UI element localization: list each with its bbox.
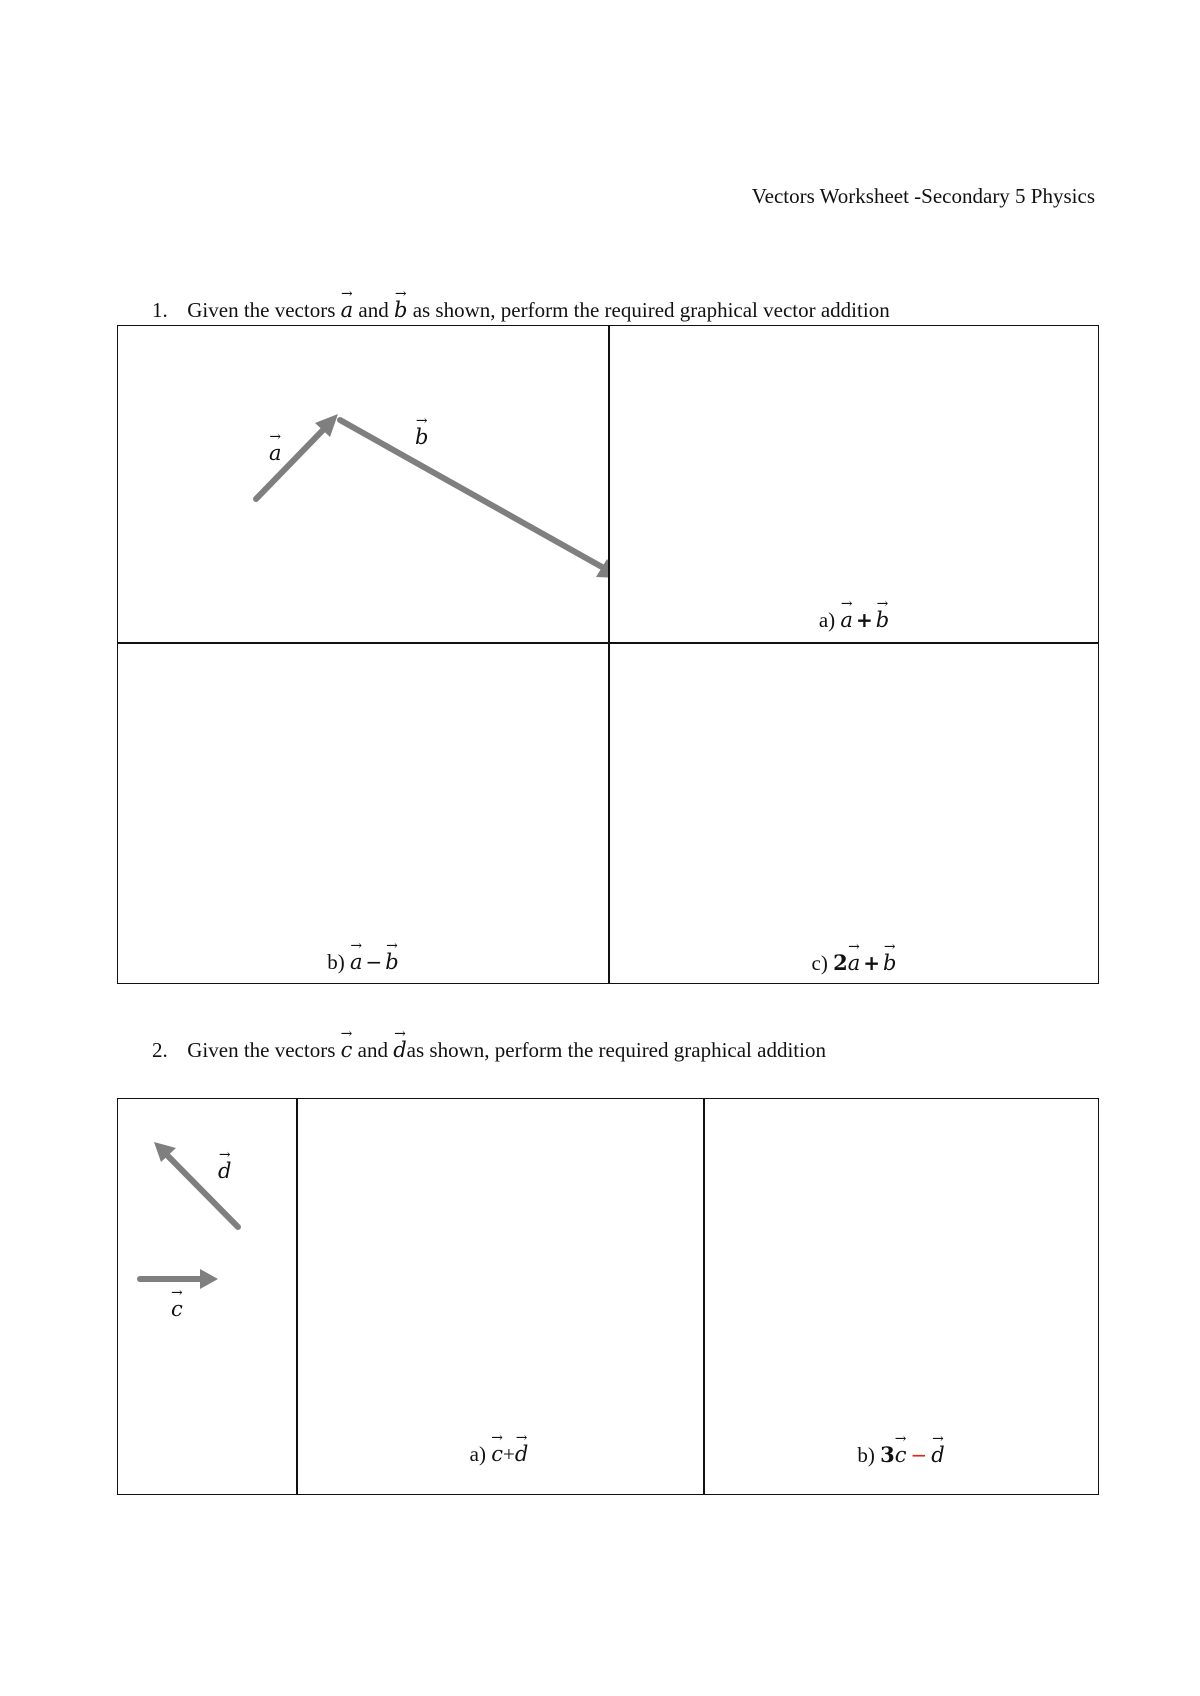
grid-divider-vertical (608, 326, 610, 983)
question-2-grid (117, 1098, 1099, 1495)
question-1-connector: and (358, 298, 389, 322)
plus-operator: + (855, 608, 873, 632)
grid-divider-horizontal (118, 642, 1098, 644)
question-1-grid (117, 325, 1099, 984)
cell-given-vectors-cd (118, 1099, 296, 1496)
expr-vector-c: → c (895, 1445, 907, 1466)
question-1-text-after: as shown, perform the required graphical vector addition (412, 298, 890, 322)
part-b-letter: b) (857, 1443, 875, 1467)
part-a-letter: a) (469, 1442, 487, 1466)
given-vectors-a-b-diagram (118, 326, 608, 642)
question-1 (152, 298, 890, 323)
question-2-number: 2. (152, 1038, 168, 1062)
cell-given-vectors (118, 326, 608, 642)
arrow-b-icon (340, 420, 608, 578)
expr-vector-a: → a (350, 952, 363, 973)
given-vectors-c-d-diagram (118, 1099, 296, 1496)
expr-vector-b: → b (883, 953, 896, 974)
label-vector-b: → b (415, 427, 428, 448)
label-2a-plus-b (812, 950, 897, 976)
coefficient-3: 3 (880, 1442, 895, 1467)
vector-b-symbol: → b (394, 300, 407, 321)
expr-vector-b: → b (876, 610, 889, 631)
minus-operator: − (365, 950, 383, 974)
label-a-minus-b (327, 950, 399, 975)
plus-operator: + (863, 951, 881, 975)
question-2-text-after: as shown, perform the required graphical addition (406, 1038, 826, 1062)
vector-c-symbol: → c (341, 1040, 353, 1061)
expr-vector-b: → b (385, 952, 398, 973)
label-3c-minus-d (857, 1442, 944, 1468)
coefficient-2: 2 (833, 950, 848, 975)
part-c-letter: c) (811, 951, 828, 975)
vector-a-symbol: → a (341, 300, 354, 321)
worksheet-title: Vectors Worksheet -Secondary 5 Physics (751, 184, 1095, 208)
question-1-number: 1. (152, 298, 168, 322)
vector-d-symbol: → d (393, 1040, 406, 1061)
expr-vector-a: → a (848, 953, 861, 974)
expr-vector-d: → d (931, 1445, 944, 1466)
expr-vector-d: → d (515, 1444, 528, 1465)
expr-vector-a: → a (840, 610, 853, 631)
question-2-text-before: Given the vectors (187, 1038, 336, 1062)
label-vector-a: → a (269, 443, 282, 464)
part-a-letter: a) (818, 608, 836, 632)
expr-vector-c: → c (491, 1444, 503, 1465)
question-1-text-before: Given the vectors (187, 298, 336, 322)
question-2 (152, 1038, 826, 1063)
part-b-letter: b) (327, 950, 345, 974)
label-vector-c: → c (171, 1299, 183, 1320)
grid-divider-1 (296, 1099, 298, 1494)
label-a-plus-b (819, 608, 889, 633)
question-2-connector: and (357, 1038, 388, 1062)
plus-operator: + (503, 1442, 515, 1466)
grid-divider-2 (703, 1099, 705, 1494)
minus-operator-red: − (910, 1443, 928, 1467)
label-c-plus-d (470, 1442, 529, 1467)
label-vector-d: → d (218, 1161, 231, 1182)
